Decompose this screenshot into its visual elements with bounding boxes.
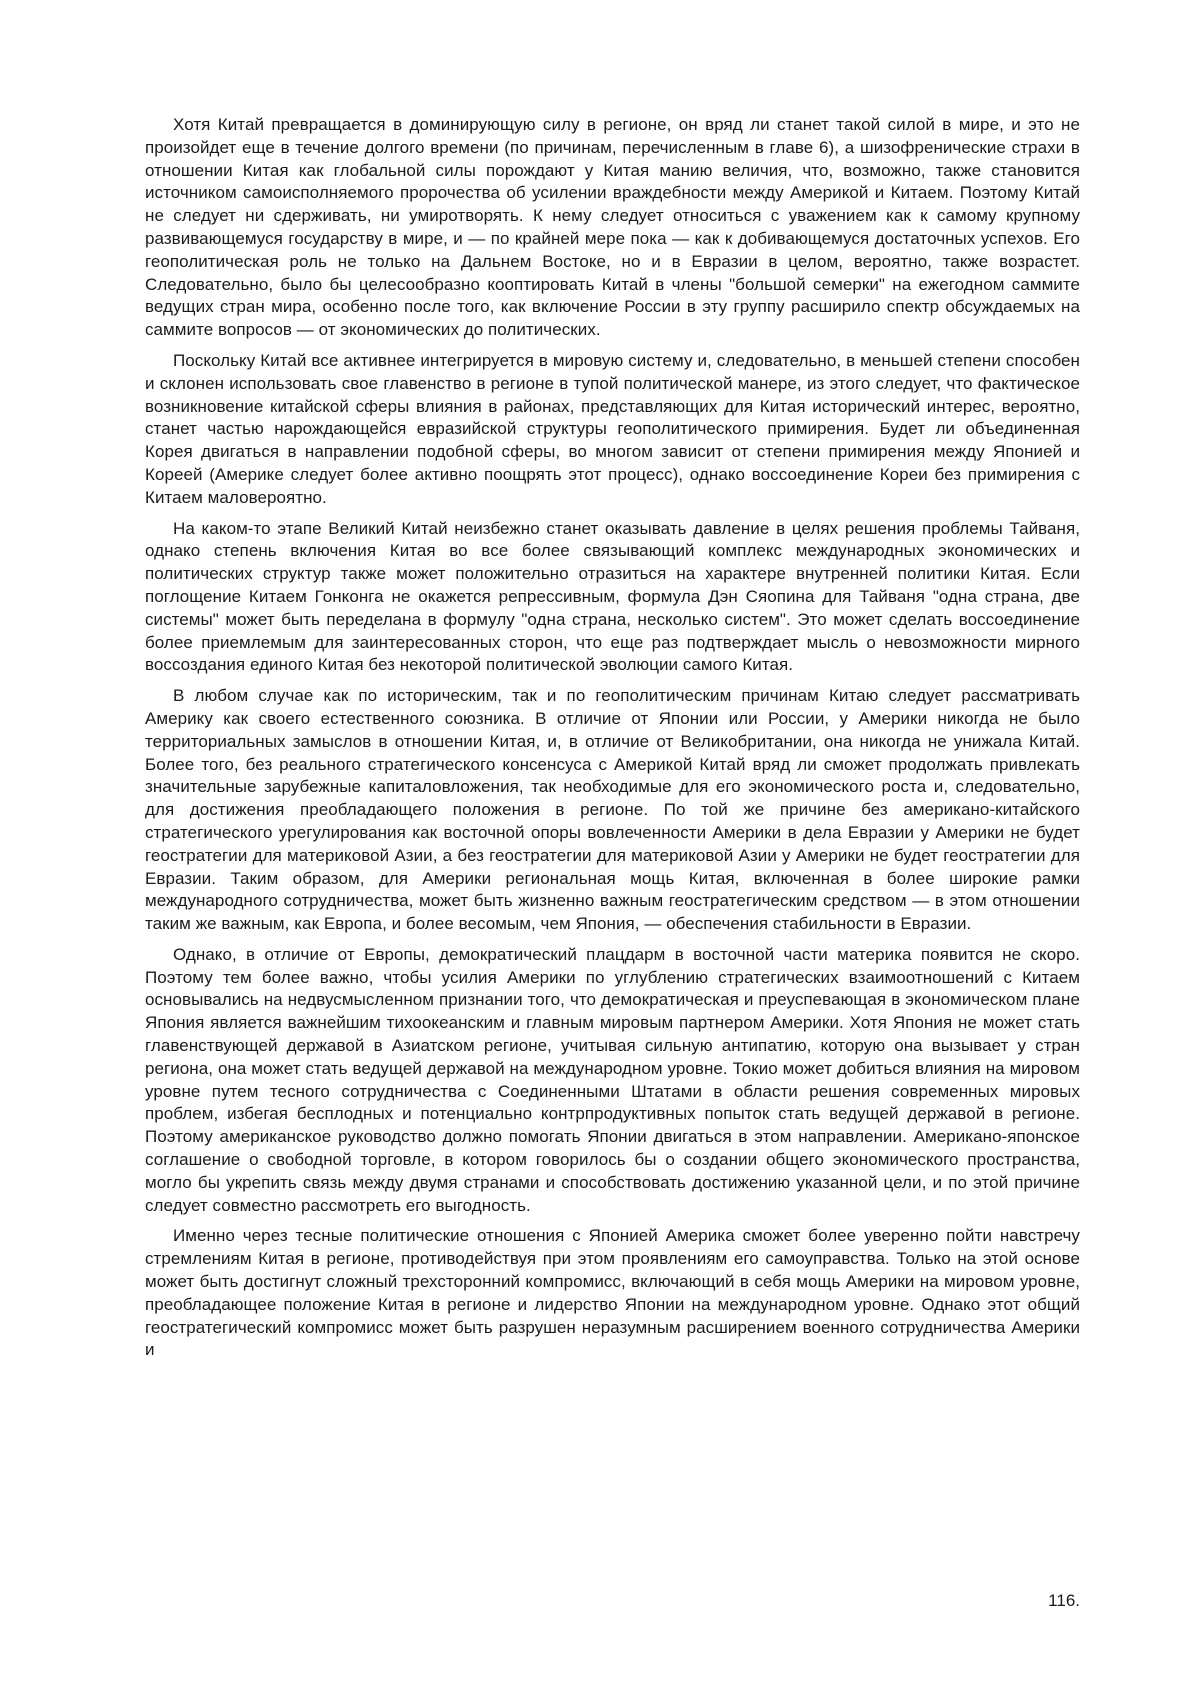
paragraph-4: В любом случае как по историческим, так и по геополитическим причинам Китаю следует рассматривать Америку как своего естественного союзника. В отличие от Японии или России, у Америки никогда не было территориальных замыслов в отношении Китая, и, в отличие от Великобритании, она никогда не унижала Китай. Более того, без реального стратегического консенсуса с Америкой Китай вряд ли сможет продолжать привлекать значительные зарубежные капиталовложения, так необходимые для его экономического роста и, следовательно, для достижения преобладающего положения в регионе. По той же причине без американо-китайского стратегического урегулирования как восточной опоры вовлеченности Америки в дела Евразии у Америки не будет геостратегии для материковой Азии, а без геостратегии для материковой Азии у Америки не будет геостратегии для Евразии. Таким образом, для Америки региональная мощь Китая, включенная в более широкие рамки международного сотрудничества, может быть жизненно важным геостратегическим средством — в этом отношении таким же важным, как Европа, и более весомым, чем Япония, — обеспечения стабильности в Евразии. [145, 686, 1080, 934]
text-body [145, 114, 1080, 1370]
paragraph-1: Хотя Китай превращается в доминирующую силу в регионе, он вряд ли станет такой силой в мире, и это не произойдет еще в течение долгого времени (по причинам, перечисленным в главе 6), а шизофренические страхи в отношении Китая как глобальной силы порождают у Китая манию величия, что, возможно, также становится источником самоисполняемого пророчества об усилении враждебности между Америкой и Китаем. Поэтому Китай не следует ни сдерживать, ни умиротворять. К нему следует относиться с уважением как к самому крупному развивающемуся государству в мире, и — по крайней мере пока — как к добивающемуся достаточных успехов. Его геополитическая роль не только на Дальнем Востоке, но и в Евразии в целом, вероятно, также возрастет. Следовательно, было бы целесообразно кооптировать Китай в члены "большой семерки" на ежегодном саммите ведущих стран мира, особенно после того, как включение России в эту группу расширило спектр обсуждаемых на саммите вопросов — от экономических до политических. [145, 115, 1080, 340]
paragraph-6: Именно через тесные политические отношения с Японией Америка сможет более уверенно пойти навстречу стремлениям Китая в регионе, противодействуя при этом проявлениям его самоуправства. Только на этой основе может быть достигнут сложный трехсторонний компромисс, включающий в себя мощь Америки на мировом уровне, преобладающее положение Китая в регионе и лидерство Японии на международном уровне. Однако этот общий геостратегический компромисс может быть разрушен неразумным расширением военного сотрудничества Америки и [145, 1226, 1080, 1360]
paragraph-2: Поскольку Китай все активнее интегрируется в мировую систему и, следовательно, в меньшей степени способен и склонен использовать свое главенство в регионе в тупой политической манере, из этого следует, что фактическое возникновение китайской сферы влияния в районах, представляющих для Китая исторический интерес, вероятно, станет частью нарождающейся евразийской структуры геополитического примирения. Будет ли объединенная Корея двигаться в направлении подобной сферы, во многом зависит от степени примирения между Японией и Кореей (Америке следует более активно поощрять этот процесс), однако воссоединение Кореи без примирения с Китаем маловероятно. [145, 350, 1080, 507]
paragraph-3: На каком-то этапе Великий Китай неизбежно станет оказывать давление в целях решения проблемы Тайваня, однако степень включения Китая во все более связывающий комплекс международных экономических и политических структур также может положительно отразиться на характере внутренней политики Китая. Если поглощение Китаем Гонконга не окажется репрессивным, формула Дэн Сяопина для Тайваня "одна страна, две системы" может быть переделана в формулу "одна страна, несколько систем". Это может сделать воссоединение более приемлемым для заинтересованных сторон, что еще раз подтверждает мысль о невозможности мирного воссоздания единого Китая без некоторой политической эволюции самого Китая. [145, 518, 1080, 675]
paragraph-5: Однако, в отличие от Европы, демократический плацдарм в восточной части материка появится не скоро. Поэтому тем более важно, чтобы усилия Америки по углублению стратегических взаимоотношений с Китаем основывались на недвусмысленном признании того, что демократическая и преуспевающая в экономическом плане Япония является важнейшим тихоокеанским и главным мировым партнером Америки. Хотя Япония не может стать главенствующей державой в Азиатском регионе, учитывая сильную антипатию, которую она вызывает у стран региона, она может стать ведущей державой на международном уровне. Токио может добиться влияния на мировом уровне путем тесного сотрудничества с Соединенными Штатами в области решения современных мировых проблем, избегая бесплодных и потенциально контрпродуктивных попыток стать ведущей державой в регионе. Поэтому американское руководство должно помогать Японии двигаться в этом направлении. Американо-японское соглашение о свободной торговле, в котором говорилось бы о создании общего экономического пространства, могло бы укрепить связь между двумя странами и способствовать достижению указанной цели, и по этой причине следует совместно рассмотреть его выгодность. [145, 944, 1080, 1215]
page-number: 116. [1048, 1591, 1080, 1610]
